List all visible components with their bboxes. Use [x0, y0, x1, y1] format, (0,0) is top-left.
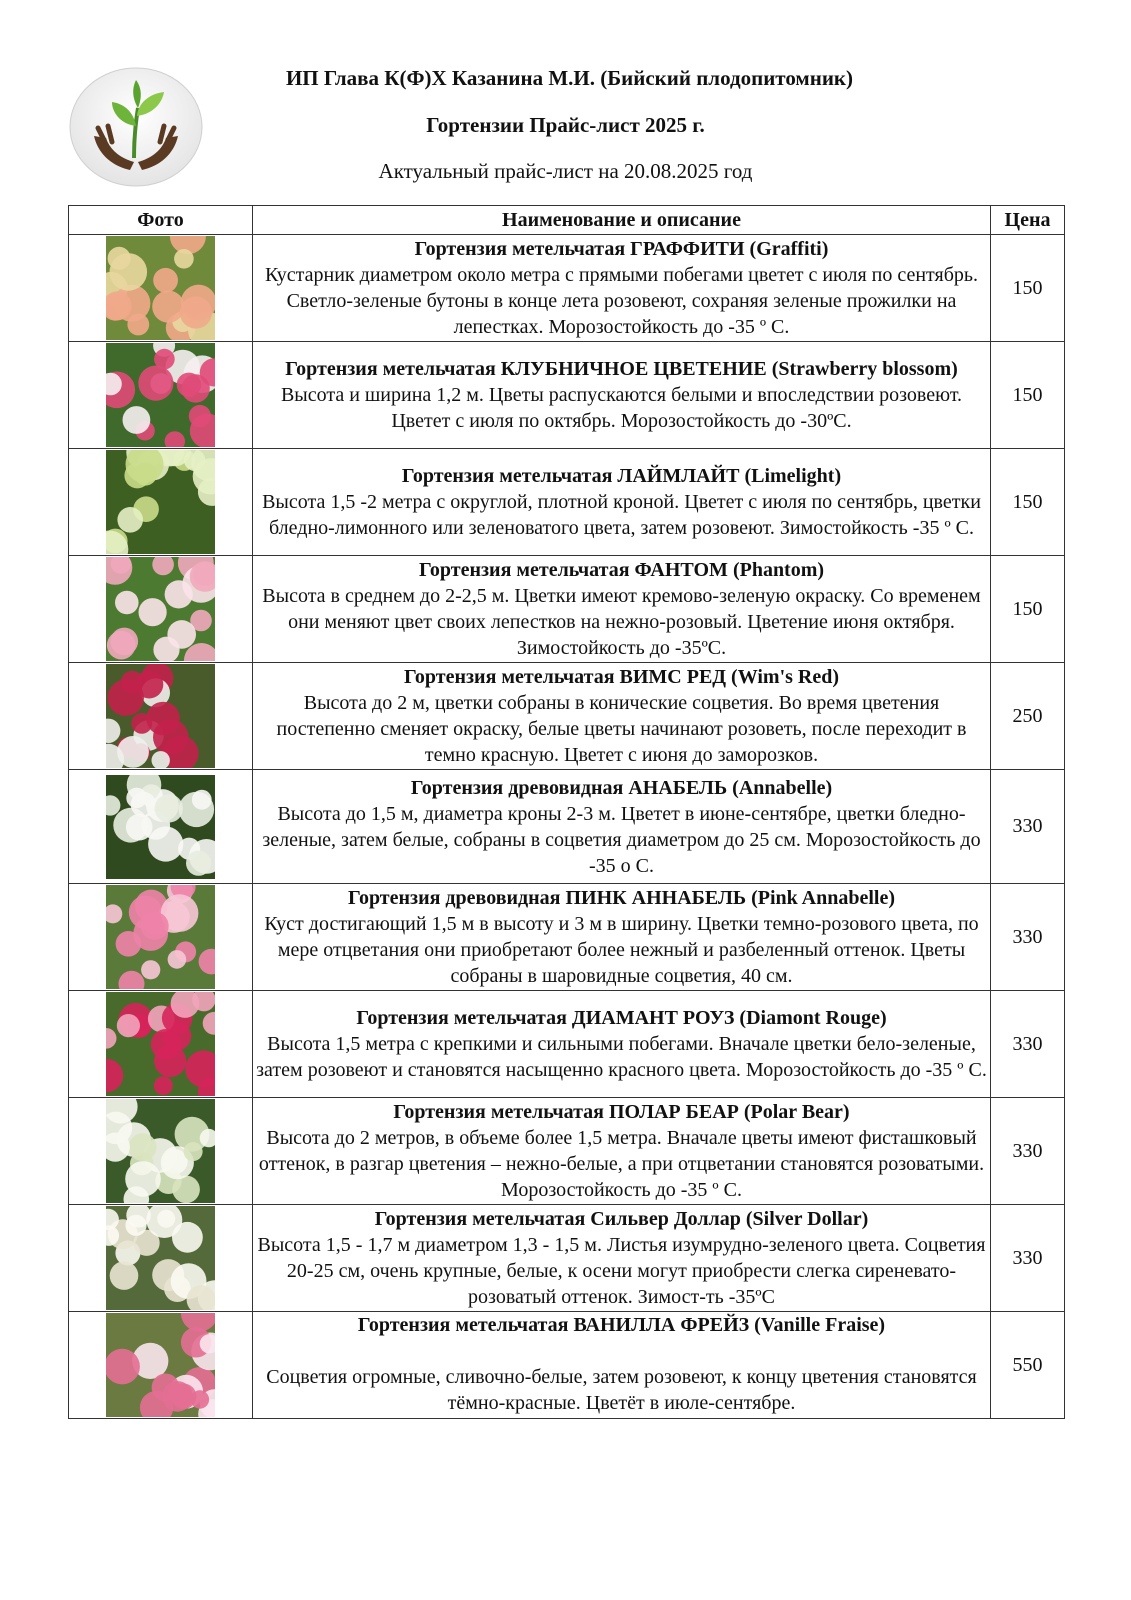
product-price: 330 [991, 1205, 1065, 1312]
table-row [69, 1312, 1065, 1419]
hydrangea-photo [106, 236, 215, 340]
photo-cell [69, 1205, 253, 1312]
hydrangea-photo [106, 1099, 215, 1203]
description-cell [253, 884, 991, 991]
document-subtitle: Актуальный прайс-лист на 20.08.2025 год [378, 159, 753, 183]
photo-cell [69, 663, 253, 770]
hydrangea-photo [106, 775, 215, 879]
table-row [69, 770, 1065, 884]
hydrangea-photo [106, 664, 215, 768]
product-description: Высота до 2 метров, в объеме более 1,5 метра. Вначале цветы имеют фисташковый оттенок, в разгар цветения – нежно-белые, а при отцветании становятся розоватыми. Морозостойкость до -35 º С. [258, 1127, 985, 1201]
hydrangea-photo [106, 450, 215, 554]
table-row [69, 663, 1065, 770]
table-row [69, 1205, 1065, 1312]
hydrangea-photo [106, 885, 215, 989]
product-name: Гортензия метельчатая ДИАМАНТ РОУЗ (Diamont Rouge) [356, 1007, 887, 1029]
document-title: Гортензии Прайс-лист 2025 г. [426, 113, 705, 137]
product-name: Гортензия метельчатая ВАНИЛЛА ФРЕЙЗ (Vanille Fraise) [357, 1314, 886, 1336]
product-name: Гортензия древовидная ПИНК АННАБЕЛЬ (Pink Annabelle) [347, 887, 895, 909]
description-cell [253, 235, 991, 342]
photo-cell [69, 342, 253, 449]
product-description: Высота в среднем до 2-2,5 м. Цветки имеют кремово-зеленую окраску. Со временем они меняют цвет своих лепестков на нежно-розовый. Цветение июня октября. Зимостойкость до -35ºС. [262, 585, 981, 659]
product-name: Гортензия метельчатая КЛУБНИЧНОЕ ЦВЕТЕНИЕ (Strawberry blossom) [285, 358, 958, 380]
product-description: Кустарник диаметром около метра с прямыми побегами цветет с июля по сентябрь. Светло-зеленые бутоны в конце лета розовеют, сохраняя зеленые прожилки на лепестках. Морозостойкость до -35 º С. [264, 264, 979, 338]
product-price: 250 [991, 663, 1065, 770]
product-description: Высота 1,5 -2 метра с округлой, плотной кроной. Цветет с июля по сентябрь, цветки бледно-лимонного или зеленоватого цвета, затем розовеют. Зимостойкость -35 º С. [262, 491, 981, 539]
product-price: 330 [991, 770, 1065, 884]
hydrangea-photo [106, 1313, 215, 1417]
product-name: Гортензия метельчатая Сильвер Доллар (Silver Dollar) [374, 1208, 869, 1230]
product-name: Гортензия метельчатая ВИМС РЕД (Wim's Red) [403, 666, 840, 688]
product-price: 330 [991, 991, 1065, 1098]
table-row [69, 991, 1065, 1098]
hydrangea-photo [106, 343, 215, 447]
price-table [68, 205, 1065, 1419]
photo-cell [69, 884, 253, 991]
product-description: Высота 1,5 - 1,7 м диаметром 1,3 - 1,5 м. Листья изумрудно-зеленого цвета. Соцветия 20-25 см, очень крупные, белые, к осени могут приобрести слегка сиреневато-розоватый оттенок. Зимост-ть -35ºС [257, 1234, 986, 1308]
description-cell [253, 770, 991, 884]
product-description: Высота до 2 м, цветки собраны в конические соцветия. Во время цветения постепенно сменяет окраску, белые цветы начинают розоветь, после переходит в темно красную. Цветет с июня до заморозков. [276, 692, 967, 766]
photo-cell [69, 235, 253, 342]
description-cell [253, 1312, 991, 1419]
photo-cell [69, 556, 253, 663]
description-cell [253, 991, 991, 1098]
photo-cell [69, 1312, 253, 1419]
photo-cell [69, 991, 253, 1098]
product-price: 150 [991, 342, 1065, 449]
product-name: Гортензия древовидная АНАБЕЛЬ (Annabelle) [410, 776, 833, 799]
description-cell [253, 556, 991, 663]
product-price: 330 [991, 884, 1065, 991]
table-header-row [69, 206, 1065, 235]
product-price: 150 [991, 556, 1065, 663]
table-row [69, 556, 1065, 663]
photo-cell [69, 770, 253, 884]
table-row [69, 235, 1065, 342]
table-row [69, 342, 1065, 449]
product-description: Соцветия огромные, сливочно-белые, затем розовеют, к концу цветения становятся тёмно-красные. Цветёт в июле-сентябре. [266, 1366, 977, 1414]
description-cell [253, 1205, 991, 1312]
product-price: 150 [991, 235, 1065, 342]
product-description: Высота 1,5 метра с крепкими и сильными побегами. Вначале цветки бело-зеленые, затем розовеют и становятся насыщенно красного цвета. Морозостойкость до -35 º С. [256, 1033, 987, 1081]
product-description: Куст достигающий 1,5 м в высоту и 3 м в ширину. Цветки темно-розового цвета, по мере отцветания они приобретают более нежный и разбеленный оттенок. Цветы собраны в шаровидные соцветия, 40 см. [264, 913, 979, 987]
header-price: Цена [991, 206, 1065, 235]
table-row [69, 449, 1065, 556]
hydrangea-photo [106, 992, 215, 1096]
product-description: Высота до 1,5 м, диаметра кроны 2-3 м. Цветет в июне-сентябре, цветки бледно-зеленые, затем белые, собраны в соцветия диаметром до 25 см. Морозостойкость до -35 о С. [262, 802, 981, 877]
product-description: Высота и ширина 1,2 м. Цветы распускаются белыми и впоследствии розовеют. Цветет с июля по октябрь. Морозостойкость до -30ºС. [280, 384, 963, 432]
header-description: Наименование и описание [253, 206, 991, 235]
photo-cell [69, 1098, 253, 1205]
hydrangea-photo [106, 557, 215, 661]
description-cell [253, 449, 991, 556]
product-price: 330 [991, 1098, 1065, 1205]
photo-cell [69, 449, 253, 556]
table-row [69, 884, 1065, 991]
header-photo: Фото [69, 206, 253, 235]
product-name: Гортензия метельчатая ГРАФФИТИ (Graffiti) [414, 238, 829, 260]
product-price: 150 [991, 449, 1065, 556]
product-price: 550 [991, 1312, 1065, 1419]
product-name: Гортензия метельчатая ЛАЙМЛАЙТ (Limelight) [401, 465, 842, 487]
description-cell [253, 663, 991, 770]
hydrangea-photo [106, 1206, 215, 1310]
company-name: ИП Глава К(Ф)Х Казанина М.И. (Бийский плодопитомник) [285, 66, 854, 90]
table-row [69, 1098, 1065, 1205]
product-name: Гортензия метельчатая ФАНТОМ (Phantom) [418, 559, 825, 581]
description-cell [253, 1098, 991, 1205]
description-cell [253, 342, 991, 449]
product-name: Гортензия метельчатая ПОЛАР БЕАР (Polar Bear) [393, 1101, 850, 1123]
